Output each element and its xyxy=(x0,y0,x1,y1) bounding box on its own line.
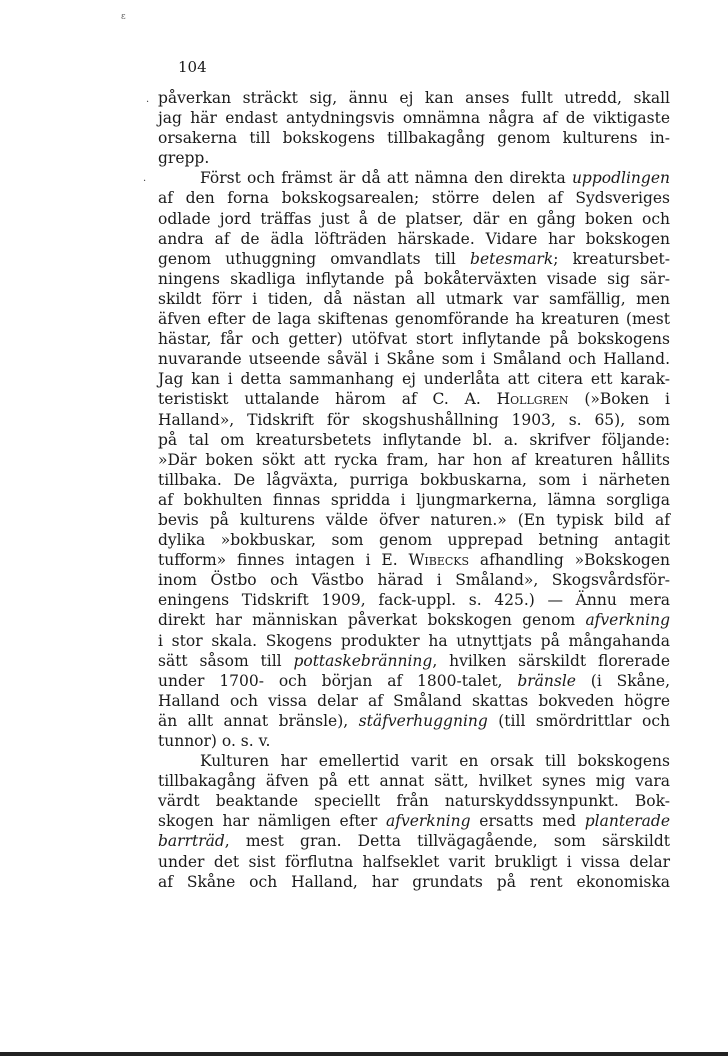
text-line: än allt annat bränsle), stäfverhuggning (till smördrittlar och xyxy=(158,711,671,730)
text-line: Halland och vissa delar af Småland skattas bokveden högre xyxy=(158,691,670,710)
text-line: Kulturen har emellertid varit en orsak till bokskogens xyxy=(200,752,670,771)
bottom-edge xyxy=(0,1052,728,1056)
text-line: påverkan sträckt sig, ännu ej kan anses fullt utredd, skall xyxy=(158,89,670,107)
text-line: sätt såsom till pottaskebränning, hvilken särskildt florerade xyxy=(158,651,670,670)
text-line: af Skåne och Halland, har grundats på rent ekonomiska xyxy=(158,872,670,891)
text-line: i stor skala. Skogens produkter ha utnyttjats på mångahanda xyxy=(158,631,670,650)
margin-mark: ɛ xyxy=(121,12,126,22)
text-line: under 1700- och början af 1800-talet, bränsle (i Skåne, xyxy=(158,671,670,690)
text-line: nuvarande utseende såväl i Skåne som i Småland och Halland. xyxy=(158,350,670,369)
text-line: tufform» finnes intagen i E. Wibecks afhandling »Bokskogen xyxy=(158,551,670,570)
text-line: orsakerna till bokskogens tillbakagång genom kulturens in- xyxy=(158,129,670,148)
text-line: tillbakagång äfven på ett annat sätt, hvilket synes mig vara xyxy=(158,772,670,791)
text-line: direkt har människan påverkat bokskogen genom afverkning xyxy=(158,611,670,630)
text-line: äfven efter de laga skiftenas genomförande ha kreaturen (mest xyxy=(158,310,670,329)
text-line: af den forna bokskogsarealen; större delen af Sydsveriges xyxy=(158,189,670,208)
margin-dot: · xyxy=(143,176,147,187)
page-number: 104 xyxy=(178,58,207,76)
text-line: eningens Tidskrift 1909, fack-uppl. s. 425.) — Ännu mera xyxy=(158,591,670,610)
text-line: Halland», Tidskrift för skogshushållning 1903, s. 65), som xyxy=(158,410,670,429)
text-line: ningens skadliga inflytande på bokåterväxten visade sig sär- xyxy=(158,269,670,288)
text-line: värdt beaktande speciellt från naturskyddssynpunkt. Bok- xyxy=(158,792,670,811)
text-line: genom uthuggning omvandlats till betesmark; kreatursbet- xyxy=(158,249,670,268)
text-line: af bokhulten finnas spridda i ljungmarkerna, lämna sorgliga xyxy=(158,490,670,509)
text-line: »Där boken sökt att rycka fram, har hon af kreaturen hållits xyxy=(158,450,670,469)
margin-dot: · xyxy=(146,97,150,108)
text-line: grepp. xyxy=(158,149,210,168)
text-line: hästar, får och getter) utöfvat stort inflytande på bokskogens xyxy=(158,330,670,349)
text-line: jag här endast antydningsvis omnämna några af de viktigaste xyxy=(158,109,670,128)
text-line: Först och främst är då att nämna den direkta uppodlingen xyxy=(200,169,670,188)
text-line: skogen har nämligen efter afverkning ersatts med planterade xyxy=(158,812,670,831)
text-line: barrträd, mest gran. Detta tillvägagående, som särskildt xyxy=(158,832,670,851)
text-line: på tal om kreatursbetets inflytande bl. a. skrifver följande: xyxy=(158,430,670,449)
text-line: andra af de ädla löfträden härskade. Vidare har bokskogen xyxy=(158,229,670,248)
text-line: skildt förr i tiden, då nästan all utmark var samfällig, men xyxy=(158,289,670,308)
text-line: bevis på kulturens välde öfver naturen.» (En typisk bild af xyxy=(158,510,670,529)
text-line: Jag kan i detta sammanhang ej underlåta att citera ett karak- xyxy=(158,370,670,389)
text-line: under det sist förflutna halfseklet varit brukligt i vissa delar xyxy=(158,852,670,871)
text-line: teristiskt uttalande härom af C. A. Hollgren (»Boken i xyxy=(158,390,670,409)
text-line: tunnor) o. s. v. xyxy=(158,732,271,750)
text-line: dylika »bokbuskar, som genom upprepad betning antagit xyxy=(158,531,670,550)
text-line: odlade jord träffas just å de platser, där en gång boken och xyxy=(158,209,670,228)
page-body xyxy=(158,88,670,892)
text-line: tillbaka. De lågväxta, purriga bokbuskarna, som i närheten xyxy=(158,470,670,489)
text-line: inom Östbo och Västbo härad i Småland», Skogsvårdsför- xyxy=(158,571,670,590)
